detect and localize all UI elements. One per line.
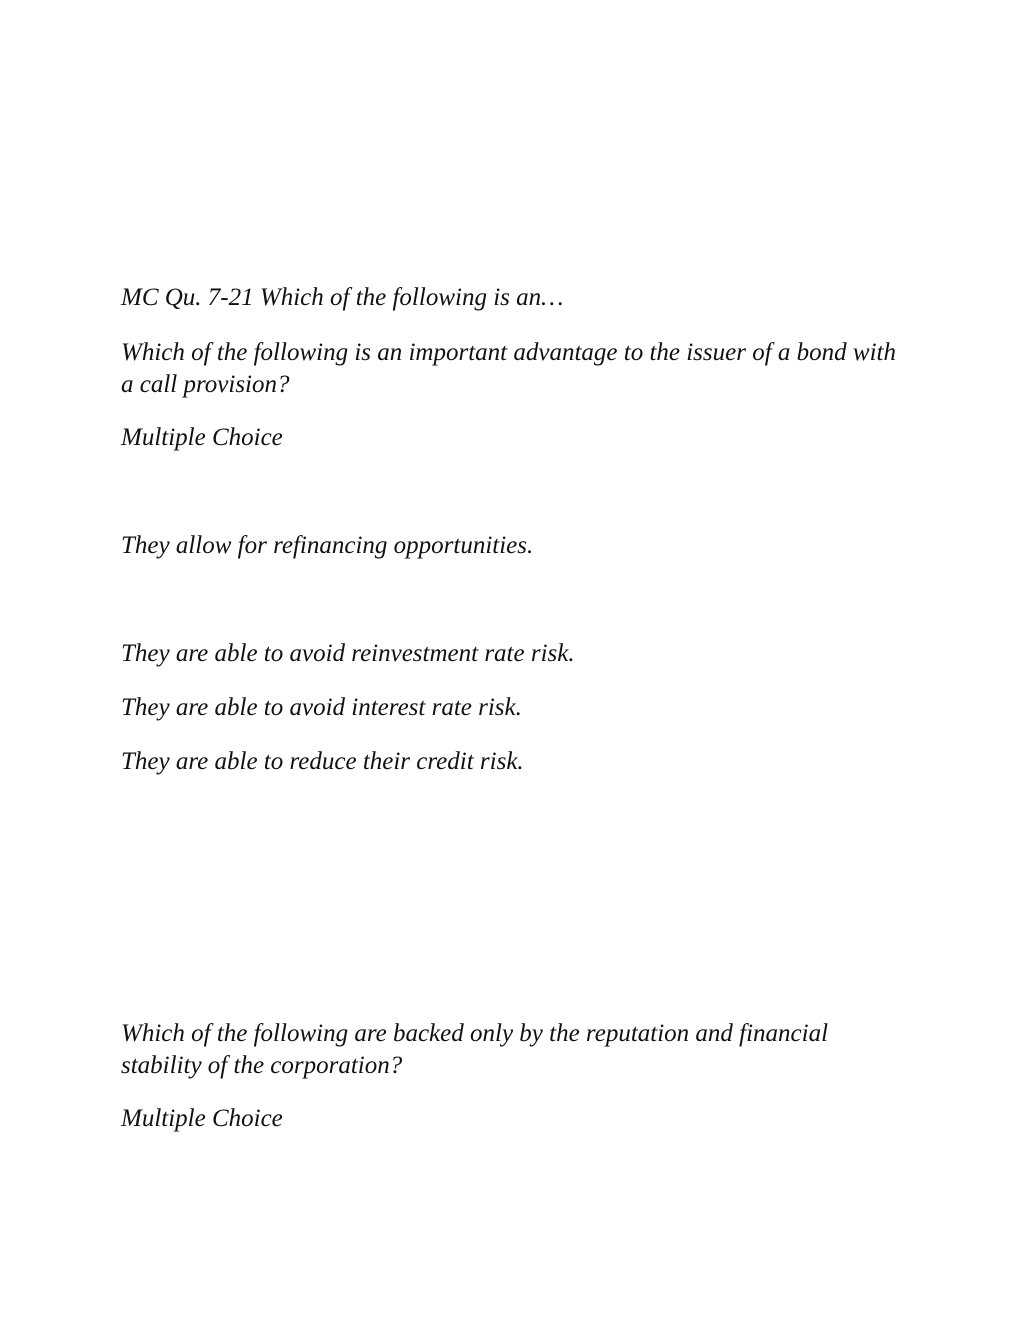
question-1-text: Which of the following is an important advantage to the issuer of a bond with a call provision?: [121, 339, 896, 398]
question-2-text: Which of the following are backed only by the reputation and financial stability of the corporation?: [121, 1020, 829, 1079]
question-1-option-b[interactable]: They are able to avoid reinvestment rate risk.: [121, 640, 575, 667]
question-title: MC Qu. 7-21 Which of the following is an…: [121, 284, 564, 311]
question-1-option-d[interactable]: They are able to reduce their credit risk.: [121, 748, 524, 775]
question-1-type-label: Multiple Choice: [121, 424, 283, 451]
question-1-option-c[interactable]: They are able to avoid interest rate risk.: [121, 694, 522, 721]
question-1-option-a[interactable]: They allow for refinancing opportunities.: [121, 532, 534, 559]
question-2-type-label: Multiple Choice: [121, 1105, 283, 1132]
